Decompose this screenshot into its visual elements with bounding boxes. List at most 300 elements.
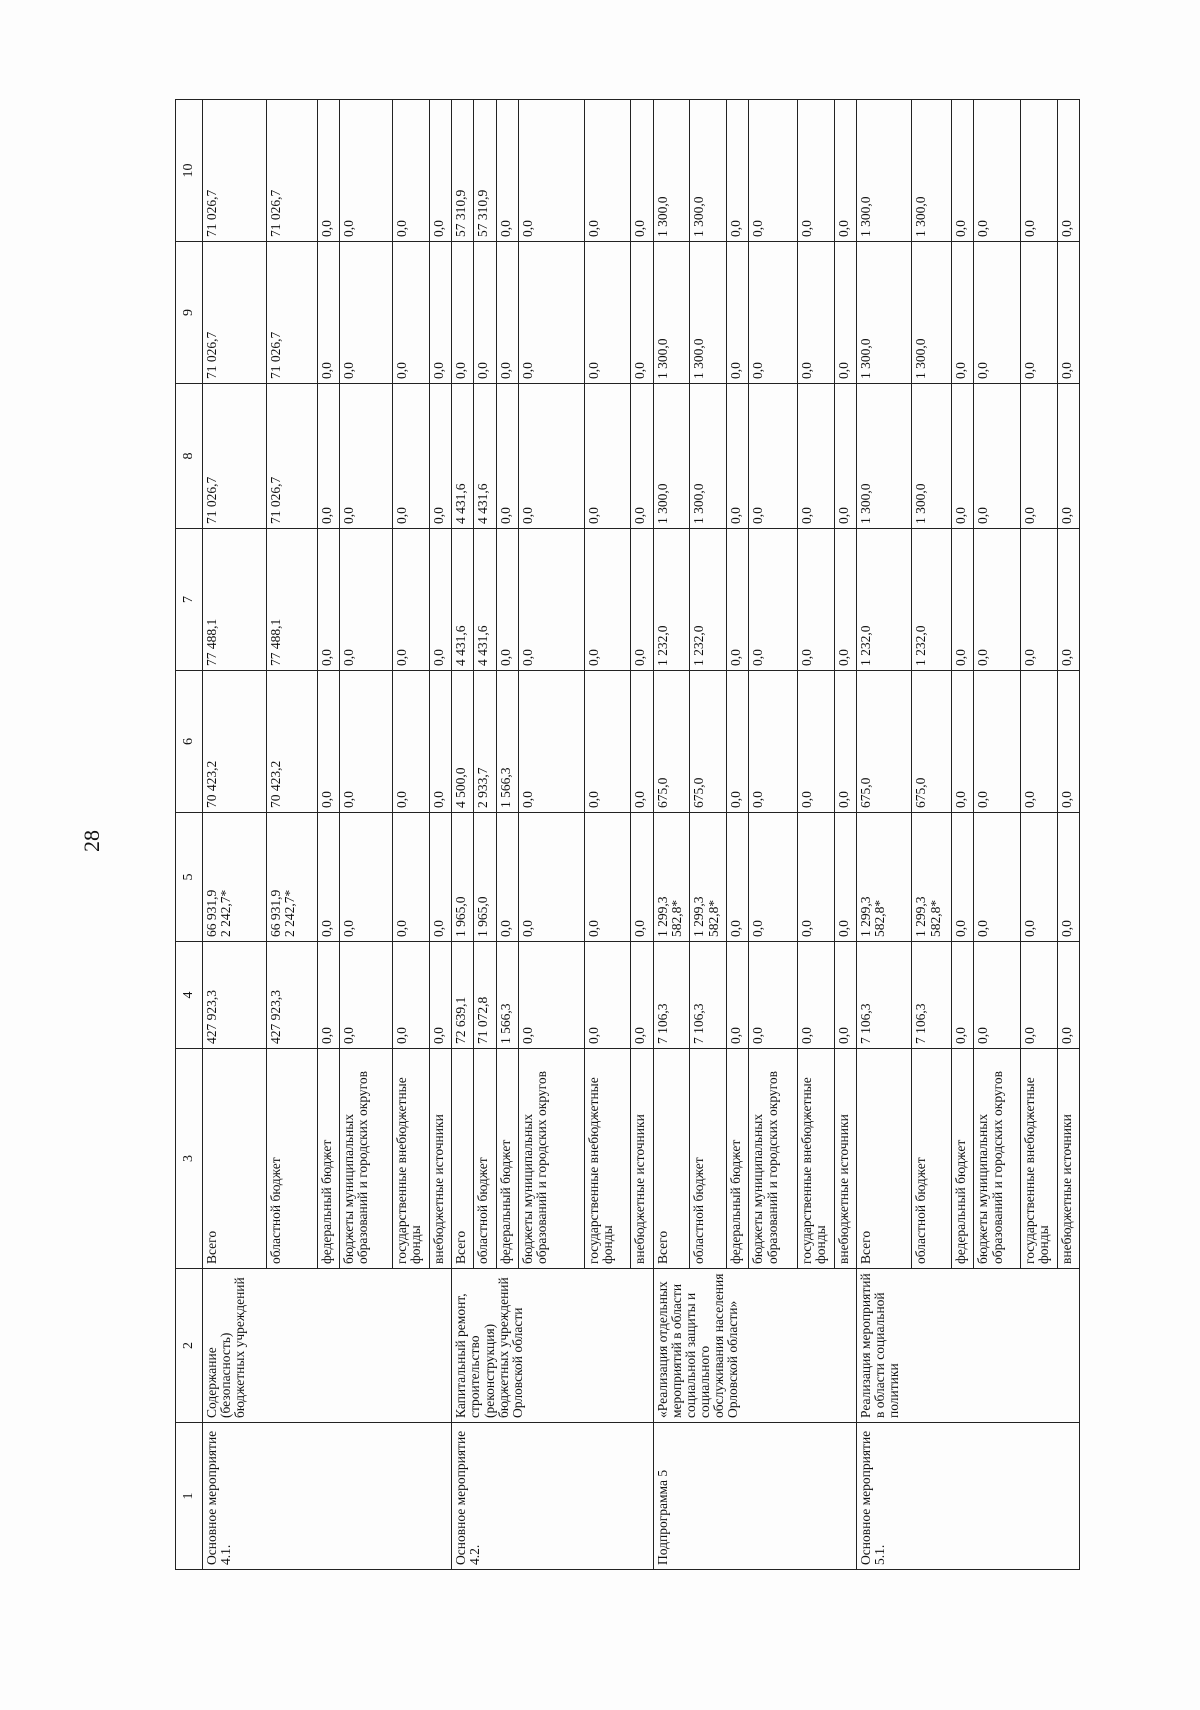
amount-value: 0,0 bbox=[750, 1027, 766, 1044]
amount-cell bbox=[1057, 671, 1079, 813]
amount-value: 0,0 bbox=[341, 220, 357, 237]
rotated-page-content bbox=[175, 100, 1080, 1570]
amount-value: 7 106,3 bbox=[654, 1003, 670, 1044]
amount-cell bbox=[798, 671, 835, 813]
amount-value: 0,0 bbox=[750, 791, 766, 808]
column-number-header: 8 bbox=[176, 384, 203, 529]
amount-cell bbox=[267, 384, 318, 529]
amount-cell bbox=[267, 100, 318, 242]
amount-value: 0,0 bbox=[586, 791, 602, 808]
amount-value: 66 931,9 bbox=[268, 889, 284, 937]
amount-cell bbox=[974, 529, 1020, 671]
amount-cell bbox=[203, 242, 267, 384]
amount-value: 0,0 bbox=[1058, 1027, 1074, 1044]
amount-value: 675,0 bbox=[691, 777, 707, 808]
amount-cell bbox=[912, 529, 952, 671]
funding-source-cell: бюджеты муниципальных образований и городских округов bbox=[518, 1049, 584, 1269]
amount-value: 1 299,3 bbox=[654, 896, 670, 937]
program-label-cell: Основное мероприятие 4.1. bbox=[203, 1423, 452, 1570]
amount-cell bbox=[974, 242, 1020, 384]
amount-value: 0,0 bbox=[632, 791, 648, 808]
amount-cell bbox=[912, 100, 952, 242]
amount-cell bbox=[690, 384, 727, 529]
amount-value: 0,0 bbox=[319, 1027, 335, 1044]
column-number-header: 10 bbox=[176, 100, 203, 242]
amount-cell bbox=[496, 100, 518, 242]
amount-value: 0,0 bbox=[632, 920, 648, 937]
amount-value: 0,0 bbox=[431, 791, 447, 808]
amount-cell bbox=[452, 100, 474, 242]
amount-value: 0,0 bbox=[453, 362, 469, 379]
amount-value: 427 923,3 bbox=[268, 990, 284, 1044]
amount-cell bbox=[340, 100, 393, 242]
amount-cell bbox=[203, 671, 267, 813]
amount-value: 0,0 bbox=[319, 791, 335, 808]
amount-value: 0,0 bbox=[1021, 1027, 1037, 1044]
amount-value: 1 965,0 bbox=[453, 896, 469, 937]
amount-cell bbox=[974, 100, 1020, 242]
amount-value: 0,0 bbox=[319, 220, 335, 237]
amount-cell bbox=[1020, 813, 1057, 942]
amount-cell bbox=[727, 529, 749, 671]
amount-cell bbox=[393, 384, 430, 529]
amount-value: 1 300,0 bbox=[691, 338, 707, 379]
amount-footnote-value: 582,8* bbox=[668, 899, 684, 937]
funding-source-cell: Всего bbox=[203, 1049, 267, 1269]
amount-value: 0,0 bbox=[586, 649, 602, 666]
amount-value: 0,0 bbox=[728, 362, 744, 379]
amount-value: 0,0 bbox=[586, 362, 602, 379]
funding-source-cell: государственные внебюджетные фонды bbox=[798, 1049, 835, 1269]
funding-source-cell: бюджеты муниципальных образований и городских округов bbox=[749, 1049, 798, 1269]
amount-cell bbox=[690, 100, 727, 242]
amount-value: 0,0 bbox=[519, 649, 535, 666]
amount-cell bbox=[340, 813, 393, 942]
amount-value: 71 026,7 bbox=[268, 476, 284, 524]
amount-value: 0,0 bbox=[953, 920, 969, 937]
amount-cell bbox=[835, 100, 857, 242]
amount-value: 0,0 bbox=[1058, 791, 1074, 808]
amount-value: 0,0 bbox=[975, 362, 991, 379]
amount-value: 0,0 bbox=[1021, 791, 1037, 808]
amount-value: 1 232,0 bbox=[858, 625, 874, 666]
funding-source-cell: федеральный бюджет bbox=[952, 1049, 974, 1269]
amount-cell bbox=[690, 671, 727, 813]
amount-cell bbox=[267, 671, 318, 813]
amount-cell bbox=[496, 813, 518, 942]
column-number-header: 6 bbox=[176, 671, 203, 813]
amount-value: 0,0 bbox=[497, 649, 513, 666]
amount-cell bbox=[952, 100, 974, 242]
amount-value: 71 026,7 bbox=[204, 476, 219, 524]
funding-source-cell: федеральный бюджет bbox=[727, 1049, 749, 1269]
amount-value: 1 566,3 bbox=[497, 1003, 513, 1044]
amount-cell bbox=[631, 242, 653, 384]
amount-value: 1 232,0 bbox=[654, 625, 670, 666]
amount-cell bbox=[496, 242, 518, 384]
amount-value: 1 299,3 bbox=[691, 896, 707, 937]
amount-value: 0,0 bbox=[394, 220, 410, 237]
amount-value: 0,0 bbox=[728, 220, 744, 237]
amount-cell bbox=[318, 384, 340, 529]
amount-value: 0,0 bbox=[497, 507, 513, 524]
amount-value: 0,0 bbox=[750, 362, 766, 379]
amount-cell bbox=[690, 242, 727, 384]
amount-cell bbox=[474, 671, 496, 813]
amount-cell bbox=[318, 942, 340, 1049]
amount-value: 0,0 bbox=[728, 791, 744, 808]
funding-source-cell: государственные внебюджетные фонды bbox=[393, 1049, 430, 1269]
amount-value: 1 232,0 bbox=[691, 625, 707, 666]
amount-value: 0,0 bbox=[394, 362, 410, 379]
amount-cell bbox=[952, 671, 974, 813]
amount-footnote-value: 582,8* bbox=[872, 899, 888, 937]
amount-cell bbox=[1020, 942, 1057, 1049]
amount-cell bbox=[835, 813, 857, 942]
amount-cell bbox=[952, 813, 974, 942]
amount-value: 0,0 bbox=[497, 220, 513, 237]
amount-value: 0,0 bbox=[1021, 362, 1037, 379]
amount-value: 0,0 bbox=[836, 1027, 852, 1044]
amount-value: 0,0 bbox=[750, 507, 766, 524]
funding-source-cell: государственные внебюджетные фонды bbox=[1020, 1049, 1057, 1269]
amount-value: 0,0 bbox=[519, 791, 535, 808]
amount-cell bbox=[585, 813, 631, 942]
amount-value: 1 566,3 bbox=[497, 767, 513, 808]
amount-cell bbox=[835, 942, 857, 1049]
amount-value: 0,0 bbox=[394, 791, 410, 808]
funding-source-cell: областной бюджет bbox=[474, 1049, 496, 1269]
program-name-cell: «Реализация отдельных мероприятий в области социальной защиты и социального обслуживания населения Орловской области» bbox=[653, 1269, 857, 1423]
amount-cell bbox=[340, 242, 393, 384]
amount-value: 0,0 bbox=[1058, 507, 1074, 524]
amount-cell bbox=[749, 813, 798, 942]
amount-cell bbox=[749, 100, 798, 242]
amount-value: 0,0 bbox=[975, 220, 991, 237]
amount-cell bbox=[912, 242, 952, 384]
amount-value: 0,0 bbox=[632, 1027, 648, 1044]
amount-cell bbox=[653, 529, 690, 671]
funding-source-cell: государственные внебюджетные фонды bbox=[585, 1049, 631, 1269]
amount-cell bbox=[474, 529, 496, 671]
amount-value: 0,0 bbox=[341, 649, 357, 666]
amount-value: 0,0 bbox=[1058, 920, 1074, 937]
amount-cell bbox=[952, 384, 974, 529]
amount-value: 0,0 bbox=[632, 362, 648, 379]
funding-source-cell: областной бюджет bbox=[267, 1049, 318, 1269]
amount-value: 0,0 bbox=[319, 362, 335, 379]
amount-value: 0,0 bbox=[431, 362, 447, 379]
amount-cell bbox=[474, 942, 496, 1049]
amount-value: 0,0 bbox=[319, 649, 335, 666]
amount-value: 77 488,1 bbox=[204, 618, 219, 666]
amount-value: 0,0 bbox=[836, 507, 852, 524]
amount-cell bbox=[798, 813, 835, 942]
page-number: 28 bbox=[79, 830, 104, 852]
funding-source-cell: Всего bbox=[452, 1049, 474, 1269]
amount-value: 66 931,9 bbox=[204, 889, 219, 937]
amount-cell bbox=[518, 813, 584, 942]
amount-cell bbox=[496, 384, 518, 529]
funding-source-cell: областной бюджет bbox=[912, 1049, 952, 1269]
table-body bbox=[203, 100, 1080, 1570]
amount-value: 0,0 bbox=[431, 220, 447, 237]
amount-cell bbox=[203, 942, 267, 1049]
amount-value: 0,0 bbox=[519, 362, 535, 379]
program-name-cell: Реализация мероприятий в области социальной политики bbox=[857, 1269, 1080, 1423]
amount-footnote-value: 2 242,7* bbox=[218, 889, 234, 937]
amount-cell bbox=[452, 813, 474, 942]
amount-cell bbox=[1057, 813, 1079, 942]
amount-value: 0,0 bbox=[431, 649, 447, 666]
amount-value: 1 300,0 bbox=[691, 196, 707, 237]
amount-value: 0,0 bbox=[1058, 220, 1074, 237]
amount-value: 0,0 bbox=[975, 649, 991, 666]
amount-cell bbox=[653, 100, 690, 242]
funding-source-cell: бюджеты муниципальных образований и городских округов bbox=[340, 1049, 393, 1269]
amount-cell bbox=[690, 942, 727, 1049]
amount-cell bbox=[318, 242, 340, 384]
budget-table bbox=[175, 99, 1080, 1570]
amount-cell bbox=[749, 384, 798, 529]
amount-value: 0,0 bbox=[431, 920, 447, 937]
amount-cell bbox=[393, 813, 430, 942]
amount-value: 0,0 bbox=[953, 1027, 969, 1044]
amount-cell bbox=[430, 100, 452, 242]
amount-cell bbox=[393, 100, 430, 242]
amount-value: 71 026,7 bbox=[204, 331, 219, 379]
amount-value: 57 310,9 bbox=[453, 189, 469, 237]
amount-value: 675,0 bbox=[858, 777, 874, 808]
amount-value: 72 639,1 bbox=[453, 996, 469, 1044]
amount-cell bbox=[267, 813, 318, 942]
amount-cell bbox=[496, 942, 518, 1049]
amount-value: 0,0 bbox=[836, 220, 852, 237]
amount-value: 1 300,0 bbox=[654, 196, 670, 237]
amount-value: 0,0 bbox=[394, 507, 410, 524]
amount-cell bbox=[585, 100, 631, 242]
amount-cell bbox=[318, 671, 340, 813]
amount-cell bbox=[452, 384, 474, 529]
amount-cell bbox=[631, 529, 653, 671]
amount-cell bbox=[518, 242, 584, 384]
amount-value: 0,0 bbox=[799, 507, 815, 524]
amount-cell bbox=[798, 529, 835, 671]
amount-value: 4 431,6 bbox=[453, 483, 469, 524]
amount-cell bbox=[585, 942, 631, 1049]
amount-cell bbox=[518, 529, 584, 671]
amount-value: 0,0 bbox=[750, 220, 766, 237]
amount-value: 0,0 bbox=[1021, 220, 1037, 237]
amount-value: 1 299,3 bbox=[913, 896, 929, 937]
amount-value: 0,0 bbox=[836, 362, 852, 379]
amount-value: 1 300,0 bbox=[913, 338, 929, 379]
amount-footnote-value: 2 242,7* bbox=[282, 889, 298, 937]
amount-value: 4 431,6 bbox=[475, 483, 491, 524]
amount-value: 0,0 bbox=[341, 1027, 357, 1044]
amount-cell bbox=[1057, 242, 1079, 384]
amount-cell bbox=[857, 384, 912, 529]
amount-value: 0,0 bbox=[799, 791, 815, 808]
amount-cell bbox=[340, 942, 393, 1049]
amount-value: 0,0 bbox=[586, 1027, 602, 1044]
amount-value: 427 923,3 bbox=[204, 990, 219, 1044]
amount-cell bbox=[749, 529, 798, 671]
funding-source-cell: федеральный бюджет bbox=[496, 1049, 518, 1269]
amount-cell bbox=[1020, 529, 1057, 671]
amount-cell bbox=[585, 529, 631, 671]
amount-cell bbox=[1057, 529, 1079, 671]
amount-value: 0,0 bbox=[319, 920, 335, 937]
amount-value: 71 072,8 bbox=[475, 996, 491, 1044]
amount-value: 0,0 bbox=[836, 649, 852, 666]
amount-cell bbox=[749, 942, 798, 1049]
amount-value: 4 431,6 bbox=[475, 625, 491, 666]
amount-cell bbox=[912, 813, 952, 942]
amount-cell bbox=[653, 671, 690, 813]
amount-cell bbox=[653, 242, 690, 384]
amount-value: 71 026,7 bbox=[268, 331, 284, 379]
amount-cell bbox=[727, 942, 749, 1049]
table-row bbox=[857, 100, 912, 1570]
funding-source-cell: внебюджетные источники bbox=[835, 1049, 857, 1269]
amount-cell bbox=[474, 384, 496, 529]
amount-cell bbox=[798, 942, 835, 1049]
amount-value: 4 500,0 bbox=[453, 767, 469, 808]
amount-value: 0,0 bbox=[519, 920, 535, 937]
amount-cell bbox=[857, 529, 912, 671]
amount-value: 0,0 bbox=[341, 362, 357, 379]
amount-value: 70 423,2 bbox=[204, 760, 219, 808]
amount-cell bbox=[267, 529, 318, 671]
amount-value: 675,0 bbox=[654, 777, 670, 808]
amount-value: 0,0 bbox=[975, 1027, 991, 1044]
amount-cell bbox=[518, 384, 584, 529]
amount-cell bbox=[203, 813, 267, 942]
amount-cell bbox=[203, 100, 267, 242]
amount-cell bbox=[857, 671, 912, 813]
amount-value: 7 106,3 bbox=[913, 1003, 929, 1044]
funding-source-cell: федеральный бюджет bbox=[318, 1049, 340, 1269]
amount-cell bbox=[318, 100, 340, 242]
amount-value: 0,0 bbox=[497, 920, 513, 937]
amount-cell bbox=[974, 942, 1020, 1049]
amount-cell bbox=[430, 529, 452, 671]
amount-cell bbox=[585, 384, 631, 529]
amount-cell bbox=[267, 942, 318, 1049]
amount-value: 0,0 bbox=[728, 649, 744, 666]
amount-cell bbox=[912, 942, 952, 1049]
amount-value: 0,0 bbox=[953, 649, 969, 666]
amount-cell bbox=[835, 242, 857, 384]
amount-value: 0,0 bbox=[341, 920, 357, 937]
amount-cell bbox=[318, 529, 340, 671]
amount-value: 0,0 bbox=[394, 649, 410, 666]
amount-value: 0,0 bbox=[341, 791, 357, 808]
amount-cell bbox=[952, 529, 974, 671]
amount-value: 0,0 bbox=[750, 649, 766, 666]
amount-cell bbox=[474, 100, 496, 242]
amount-value: 0,0 bbox=[953, 791, 969, 808]
amount-value: 0,0 bbox=[953, 220, 969, 237]
amount-cell bbox=[631, 671, 653, 813]
amount-cell bbox=[749, 242, 798, 384]
amount-cell bbox=[430, 671, 452, 813]
amount-value: 0,0 bbox=[519, 507, 535, 524]
amount-cell bbox=[203, 529, 267, 671]
amount-value: 0,0 bbox=[394, 1027, 410, 1044]
amount-value: 7 106,3 bbox=[858, 1003, 874, 1044]
table-row bbox=[203, 100, 267, 1570]
amount-value: 0,0 bbox=[519, 1027, 535, 1044]
amount-cell bbox=[393, 671, 430, 813]
amount-value: 0,0 bbox=[975, 791, 991, 808]
amount-cell bbox=[727, 671, 749, 813]
amount-cell bbox=[653, 384, 690, 529]
amount-value: 70 423,2 bbox=[268, 760, 284, 808]
amount-cell bbox=[1020, 242, 1057, 384]
table-row bbox=[653, 100, 690, 1570]
amount-value: 7 106,3 bbox=[691, 1003, 707, 1044]
amount-cell bbox=[430, 942, 452, 1049]
amount-value: 0,0 bbox=[728, 507, 744, 524]
amount-value: 71 026,7 bbox=[268, 189, 284, 237]
amount-cell bbox=[952, 942, 974, 1049]
table-row bbox=[452, 100, 474, 1570]
amount-cell bbox=[690, 813, 727, 942]
amount-cell bbox=[474, 813, 496, 942]
amount-cell bbox=[952, 242, 974, 384]
amount-value: 1 300,0 bbox=[858, 196, 874, 237]
amount-cell bbox=[835, 384, 857, 529]
funding-source-cell: областной бюджет bbox=[690, 1049, 727, 1269]
amount-cell bbox=[1057, 100, 1079, 242]
amount-value: 0,0 bbox=[953, 362, 969, 379]
amount-value: 0,0 bbox=[836, 920, 852, 937]
amount-cell bbox=[690, 529, 727, 671]
amount-value: 1 300,0 bbox=[654, 483, 670, 524]
column-number-header: 7 bbox=[176, 529, 203, 671]
amount-cell bbox=[340, 671, 393, 813]
column-number-header: 4 bbox=[176, 942, 203, 1049]
funding-source-cell: внебюджетные источники bbox=[430, 1049, 452, 1269]
amount-value: 0,0 bbox=[975, 507, 991, 524]
amount-value: 0,0 bbox=[431, 507, 447, 524]
amount-cell bbox=[203, 384, 267, 529]
column-number-header: 3 bbox=[176, 1049, 203, 1269]
column-number-header: 2 bbox=[176, 1269, 203, 1423]
amount-value: 0,0 bbox=[394, 920, 410, 937]
funding-source-cell: Всего bbox=[857, 1049, 912, 1269]
amount-cell bbox=[1020, 671, 1057, 813]
amount-cell bbox=[452, 529, 474, 671]
amount-value: 0,0 bbox=[319, 507, 335, 524]
amount-value: 2 933,7 bbox=[475, 767, 491, 808]
amount-cell bbox=[496, 671, 518, 813]
amount-cell bbox=[857, 100, 912, 242]
amount-value: 0,0 bbox=[586, 220, 602, 237]
column-number-header: 1 bbox=[176, 1423, 203, 1570]
amount-value: 0,0 bbox=[799, 920, 815, 937]
amount-cell bbox=[835, 671, 857, 813]
amount-cell bbox=[518, 100, 584, 242]
amount-cell bbox=[452, 671, 474, 813]
amount-value: 0,0 bbox=[632, 220, 648, 237]
amount-value: 0,0 bbox=[799, 649, 815, 666]
amount-value: 1 300,0 bbox=[654, 338, 670, 379]
amount-cell bbox=[430, 813, 452, 942]
amount-value: 0,0 bbox=[632, 649, 648, 666]
